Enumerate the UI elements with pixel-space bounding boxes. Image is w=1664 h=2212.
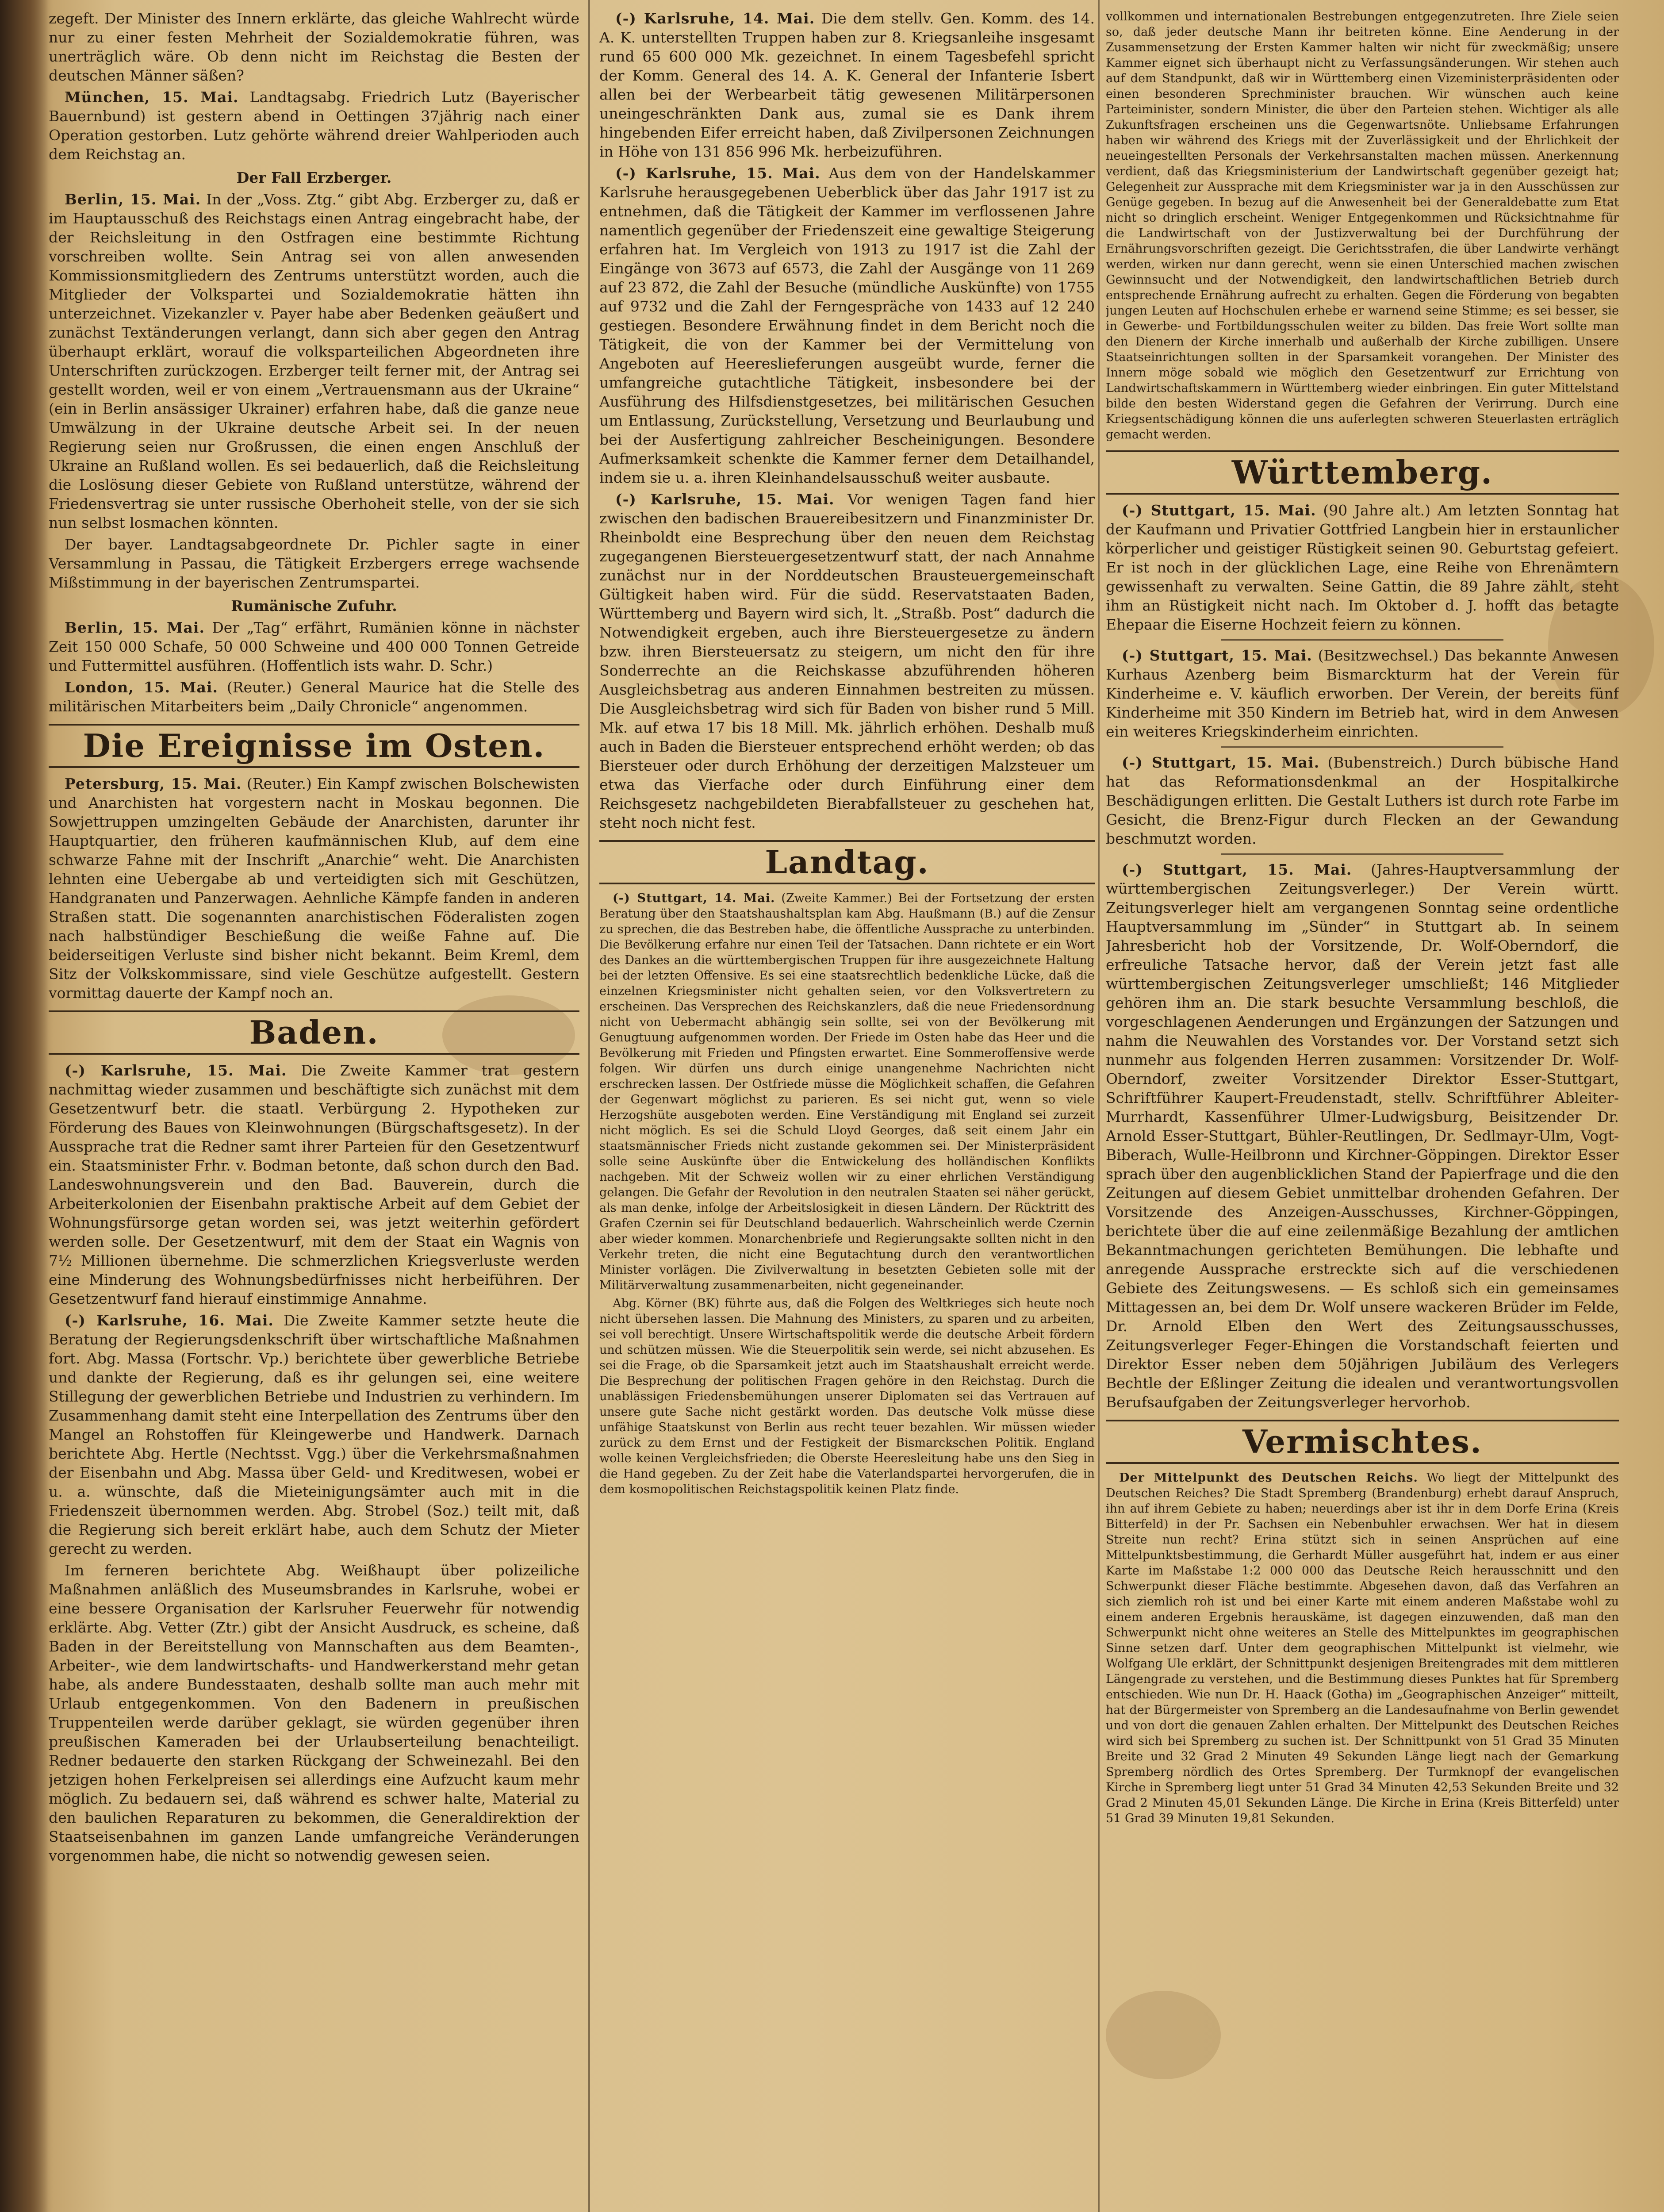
column-3 [1106,9,1619,2212]
column-2 [599,9,1095,2212]
article-landtag [599,891,1095,1293]
dateline: (-) Stuttgart, 14. Mai. [613,891,775,905]
dateline: London, 15. Mai. [65,679,218,696]
subheading-rumaenien: Rumänische Zufuhr. [231,597,397,614]
article-text: Aus dem von der Handelskammer Karlsruhe herausgegebenen Ueberblick über das Jahr 1917 ist zu entnehmen, daß die Tätigkeit der Kammer im verflossenen Jahre namentlich gegenüber der Friedenszeit eine gewaltige Steigerung erfahren hat. Im Vergleich von 1913 zu 1917 ist die Zahl der Eingänge von 3673 auf 6573, die Zahl der Ausgänge von 11 269 auf 23 872, die Zahl der Besuche (mündliche Auskünfte) von 1755 auf 9732 und die Zahl der Ferngespräche von 1433 auf 12 240 gestiegen. Besondere Erwähnung findet in dem Bericht noch die Tätigkeit, die von der Kammer bei der Vermittelung von Angeboten auf Heereslieferungen ausgeübt wurde, ferner die umfangreiche gutachtliche Tätigkeit, insbesondere bei der Ausführung des Hilfsdienstgesetzes, bei militärischen Gesuchen um Entlassung, Zurückstellung, Versetzung und Beurlaubung und bei der Ausfertigung zahlreicher Bescheinigungen. Besondere Aufmerksamkeit schenkte die Kammer ferner dem Detailhandel, indem sie u. a. ihren Kleinhandelsausschuß weiter ausbaute. [599,165,1095,486]
subheading-erzberger: Der Fall Erzberger. [236,169,392,186]
book-spine-shadow [0,0,49,2212]
dateline: München, 15. Mai. [65,88,239,106]
article-petersburg [49,774,579,1002]
article-text: Im ferneren berichtete Abg. Weißhaupt über polizeiliche Maßnahmen anläßlich des Museumsbrandes in Karlsruhe, wobei er eine bessere Organisation der Karlsruher Feuerwehr für notwendig erklärte. Abg. Vetter (Ztr.) gibt der Ansicht Ausdruck, es scheine, daß Baden in der Bereitstellung von Mannschaften aus dem Beamten-, Arbeiter-, wie dem landwirtschafts- und Handwerkerstand mehr getan habe, als andere Bundesstaaten, deshalb sollte man auch mehr mit Urlaub entgegenkommen. Von den Badenern in preußischen Truppenteilen werde darüber geklagt, sie würden gegenüber ihren preußischen Kameraden bei der Urlaubserteilung benachteiligt. Redner bedauerte den starken Rückgang der Schweinezahl. Bei den jetzigen hohen Ferkelpreisen sei allerdings eine Aufzucht kaum mehr möglich. Zu bedauern sei, daß während es schwer halte, Material zu den baulichen Reparaturen zu bekommen, die Generaldirektion der Staatseisenbahnen im ganzen Lande umfangreiche Veränderungen vorgenommen habe, die nicht so notwendig gewesen seien. [49,1562,579,1864]
section-heading-vermischtes: Vermischtes. [1106,1420,1619,1464]
separator [1221,639,1503,641]
dateline: (-) Stuttgart, 15. Mai. [1122,861,1352,878]
article-stuttgart-4 [1106,860,1619,1412]
article-karlsruhe-2 [49,1311,579,1558]
article-text: zegeft. Der Minister des Innern erklärte, das gleiche Wahlrecht würde nur zu einer festen Mehrheit der Sozialdemokratie führen, was unerträglich wäre. Ob denn nicht im Reichstag die Besten der deutschen Männer säßen? [49,10,579,84]
article-text: (Zweite Kammer.) Bei der Fortsetzung der ersten Beratung über den Staatshaushaltsplan kam Abg. Haußmann (B.) auf die Zensur zu sprechen, die das Bestreben habe, die öffentliche Aussprache zu unterbinden. Die Bevölkerung erfahre nur einen Teil der Tatsachen. Dann richtete er ein Wort des Dankes an die württembergischen Truppen für ihre ausgezeichnete Haltung bei der letzten Offensive. Es sei eine staatsrechtlich bedenkliche Lücke, daß die einzelnen Kriegsminister nicht gehalten seien, vor den Volksvertretern zu erscheinen. Das Versprechen des Reichskanzlers, daß die neue Friedensordnung nicht von Uebermacht abhängig sein sollte, sei von der Bevölkerung mit Genugtuung aufgenommen worden. Der Friede im Osten habe das Heer und die Bevölkerung mit Frieden und Pfingsten erwartet. Eine Sommeroffensive werde folgen. Wir dürfen uns durch einige unangenehme Nachrichten nicht erschrecken lassen. Der Ostfriede müsse die Möglichkeit schaffen, die Gefahren der Gegenwart möglichst zu parieren. Es sei nicht gut, wenn so viele Herzogshüte ausgeboten werden. Eine Verständigung mit England sei zurzeit nicht möglich. Es sei die Schuld Lloyd Georges, daß seit einem Jahr ein staatsmännischer Frieds nicht zustande gekommen sei. Der Ministerpräsident solle seine Auskünfte über die Entwickelung des holländischen Konflikts nachgeben. Mit der Schweiz wollen wir zu einer ehrlichen Verständigung gelangen. Die Gefahr der Revolution in den neutralen Staaten sei näher gerückt, als man denke, infolge der Arbeitslosigkeit in diesen Ländern. Der Rücktritt des Grafen Czernin sei für Deutschland bedauerlich. Wahrscheinlich werde Czernin aber wieder kommen. Monarchenbriefe und Regierungsakte sollten nicht in den Verkehr treten, die nicht eine Begutachtung durch den verantwortlichen Minister vorlägen. Die Zivilverwaltung in besetzten Gebieten solle mit der Militärverwaltung zusammenarbeiten, nicht gegeneinander. [599,891,1095,1292]
section-heading-wuerttemberg: Württemberg. [1106,450,1619,495]
article-text: Abg. Körner (BK) führte aus, daß die Folgen des Weltkrieges sich heute noch nicht übersehen lassen. Die Mahnung des Ministers, zu sparen und zu arbeiten, sei voll berechtigt. Unsere Wirtschaftspolitik werde die deutsche Arbeit fördern und schützen müssen. Wie die Steuerpolitik sein werde, sei nicht abzusehen. Es sei die Frage, ob die Sparsamkeit jetzt auch im Staatshaushalt erreicht werde. Die Besprechung der politischen Fragen gehöre in den Reichstag. Durch die unablässigen Friedensbemühungen unserer Diplomaten sei das Vertrauen auf unsere gute Sache nicht gestärkt worden. Das deutsche Volk müsse diese unfähige Staatskunst von Berlin aus recht teuer bezahlen. Wir müssen wieder zurück zu dem Ernst und der Festigkeit der Bismarckschen Politik. England wolle keinen Vergleichsfrieden; die Oberste Heeresleitung habe uns den Sieg in die Hand gegeben. Zu der Zeit habe die Vaterlandspartei hervorgerufen, die in dem kosmopolitischen Reichstagspolitik keinen Platz finde. [599,1297,1095,1496]
article-text: (90 Jahre alt.) Am letzten Sonntag hat der Kaufmann und Privatier Gottfried Langbein hier in erstaunlicher körperlicher und geistiger Rüstigkeit seinen 90. Geburtstag gefeiert. Er ist noch in der glücklichen Lage, eine Reihe von Ehrenämtern gewissenhaft zu verwalten. Seine Gattin, die 89 Jahre zählt, steht ihm an Rüstigkeit nicht nach. Im Oktober d. J. hofft das betagte Ehepaar die Eiserne Hochzeit feiern zu können. [1106,502,1619,633]
article-text: In der „Voss. Ztg.“ gibt Abg. Erzberger zu, daß er im Hauptausschuß des Reichstags einen Antrag eingebracht habe, der der Reichsleitung in den Ostfragen eine bestimmte Richtung vorschreiben wollte. Sein Antrag sei von allen anwesenden Kommissionsmitgliedern des Zentrums unterstützt worden, auch die Mitglieder der Volkspartei und Sozialdemokratie hätten ihn unterzeichnet. Vizekanzler v. Payer habe aber Bedenken geäußert und zunächst Textänderungen verlangt, dann sich aber gegen den Antrag überhaupt erklärt, worauf die volksparteilichen Abgeordneten ihre Unterschriften zurückzogen. Erzberger teilt ferner mit, der Antrag sei gestellt worden, weil er von einem „Vertrauensmann aus der Ukraine“ (ein in Berlin ansässiger Ukrainer) erfahren habe, daß die ganze neue Umwälzung in der Ukraine deutsche Arbeit sei. In der neuen Regierung seien nur Großrussen, die einen engen Anschluß der Ukraine an Rußland wollen. Es sei bedauerlich, daß die Reichsleitung die Loslösung dieser Gebiete von Rußland unterstütze, während der Friedensvertrag sie unter russische Oberhoheit stelle, von der sie sich nun selbst losmachen könnten. [49,191,579,531]
section-heading-baden: Baden. [49,1010,579,1055]
article-text: Wo liegt der Mittelpunkt des Deutschen Reiches? Die Stadt Spremberg (Brandenburg) erhebt darauf Anspruch, ihn auf ihrem Gebiete zu haben; neuerdings aber ist ihr in dem Dorfe Erina (Kreis Bitterfeld) in der Pr. Sachsen ein Nebenbuhler erwachsen. Wer hat in diesem Streite nun recht? Erina stützt sich in seinen Ansprüchen auf eine Mittelpunktsbestimmung, die Gerhardt Müller ausgeführt hat, indem er aus einer Karte im Maßstabe 1:2 000 000 das Deutsche Reich herausschnitt und den Schwerpunkt dieser Fläche bestimmte. Abgesehen davon, daß das Verfahren an sich ziemlich roh ist und bei einer Karte mit einem anderen Maßstabe wohl zu einem anderen Ergebnis herauskäme, ist dagegen einzuwenden, daß man den Schwerpunkt nicht ohne weiteres an Stelle des Mittelpunktes im geographischen Sinne setzen darf. Unter dem geographischen Mittelpunkt ist vielmehr, wie Wolfgang Ule erklärt, der Schnittpunkt desjenigen Breitengrades mit dem mittleren Längengrade zu verstehen, und die Bestimmung dieses Punktes hat für Spremberg entschieden. Wie nun Dr. H. Haack (Gotha) im „Geographischen Anzeiger“ mitteilt, hat der Bürgermeister von Spremberg an die Landesaufnahme von Berlin gewendet und von dort die genauen Zahlen erhalten. Der Mittelpunkt des Deutschen Reiches wird sich bei Spremberg zu suchen ist. Der Schnittpunkt von 51 Grad 35 Minuten Breite und 32 Grad 2 Minuten 49 Sekunden Länge liegt nach der Gemarkung Spremberg nördlich des Ortes Spremberg. Der Turmknopf der evangelischen Kirche in Spremberg liegt unter 51 Grad 34 Minuten 42,53 Sekunden Breite und 32 Grad 2 Minuten 45,01 Sekunden Länge. Die Kirche in Erina (Kreis Bitterfeld) unter 51 Grad 39 Minuten 19,81 Sekunden. [1106,1471,1619,1825]
article-text: Die Zweite Kammer trat gestern nachmittag wieder zusammen und beschäftigte sich zunächst mit dem Gesetzentwurf betr. die staatl. Verbürgung 2. Hypotheken zur Förderung des Baues von Kleinwohnungen (Bürgschaftsgesetz). In der Aussprache trat die Redner samt ihrer Parteien für den Gesetzentwurf ein. Staatsminister Frhr. v. Bodman betonte, daß schon durch den Bad. Landeswohnungsverein und den Bad. Bauverein, durch die Arbeiterkolonien der Eisenbahn praktische Arbeit auf dem Gebiet der Wohnungsfürsorge getan worden sei, was jetzt weiterhin gefördert werden solle. Der Gesetzentwurf, mit dem der Staat ein Wagnis von 7½ Millionen übernehme. Die schmerzlichen Kriegsverluste werden eine Minderung des Wohnungsbedürfnisses nicht herbeiführen. Der Gesetzentwurf fand hierauf einstimmige Annahme. [49,1062,579,1307]
article-text: (Reuter.) Ein Kampf zwischen Bolschewisten und Anarchisten hat vorgestern nacht in Moskau begonnen. Die Sowjettruppen umzingelten Gebäude der Anarchisten, darunter ihr Hauptquartier, den früheren kaufmännischen Klub, auf dem eine schwarze Fahne mit der Inschrift „Anarchie“ weht. Die Anarchisten lehnten eine Uebergabe ab und verteidigten sich mit Geschützen, Handgranaten und Panzerwagen. Aehnliche Kämpfe fanden in anderen Straßen statt. Die sogenannten anarchistischen Föderalisten zogen nach halbstündiger Beschießung die weiße Fahne auf. Die beiderseitigen Verluste sind bisher nicht bekannt. Beim Kreml, dem Sitz der Volkskommissare, sind viele Geschütze aufgestellt. Gestern vormittag dauerte der Kampf noch an. [49,775,579,1002]
dateline: Petersburg, 15. Mai. [65,775,242,792]
article-text: Die Zweite Kammer setzte heute die Beratung der Regierungsdenkschrift über wirtschaftliche Maßnahmen fort. Abg. Massa (Fortschr. Vp.) berichtete über gewerbliche Betriebe und dankte der Regierung, daß es ihr gelungen sei, eine weitere Stillegung der gewerblichen Betriebe und Industrien zu verhindern. Im Zusammenhang damit steht eine Interpellation des Zentrums über den Mangel an Rohstoffen für Kleingewerbe und Handwerk. Darnach berichtete Abg. Hertle (Nechtsst. Vgg.) über die Verkehrsmaßnahmen der Eisenbahn und Abg. Massa über Geld- und Kreditwesen, wobei er u. a. wünschte, daß die Mieteinigungsämter auch mit in die Friedenszeit übernommen werden. Abg. Strobel (Soz.) teilt mit, daß die Regierung sich bereit erklärt habe, auch dem Schutz der Mieter gerecht zu werden. [49,1312,579,1557]
article-text: Landtagsabg. Friedrich Lutz (Bayerischer Bauernbund) ist gestern abend in Oettingen 37jährig nach einer Operation gestorben. Lutz gehörte während dreier Wahlperioden auch dem Reichstag an. [49,88,579,163]
article-text: vollkommen und internationalen Bestrebungen entgegenzutreten. Ihre Ziele seien so, daß jeder deutsche Mann ihr beitreten könne. Eine Aenderung in der Zusammensetzung der Ersten Kammer halten wir nicht für zweckmäßig; unsere Kammer eignet sich überhaupt nicht zu Verfassungsänderungen. Wir stehen auch auf dem Standpunkt, daß wir in Württemberg einen Vizeministerpräsidenten oder einen besonderen Sprechminister brauchen. Wir wünschen auch keine Parteiminister, sondern Minister, die über den Parteien stehen. Wichtiger als alle Zukunftsfragen erscheinen uns die Gegenwartsnöte. Unliebsame Erfahrungen haben wir während des Kriegs mit der Zuverlässigkeit und der Ehrlichkeit der neueingestellten Personals der Verkehrsanstalten machen müssen. Anerkennung verdient, daß das Kriegsministerium der Landwirtschaft gegenüber gezeigt hat; Gelegenheit zur Aussprache mit dem Kriegsminister war ja in den Ausschüssen zur Genüge gegeben. In bezug auf die Anwesenheit bei der Generaldebatte zum Etat nicht so dringlich erscheint. Weniger Entgegenkommen und Rücksichtnahme für die Landwirtschaft von der Justizverwaltung bei der Durchführung der Ernährungsvorschriften gezeigt. Die Gerichtsstrafen, die über Landwirte verhängt werden, wirken nur dann gerecht, wenn sie einen Unterschied machen zwischen Gewinnsucht und der Notwendigkeit, den landwirtschaftlichen Betrieb durch entsprechende Ernährung aufrecht zu erhalten. Gegen die Förderung von begabten jungen Leuten auf Hochschulen erhebe er warnend seine Stimme; es sei besser, sie in Gewerbe- und Fortbildungsschulen weiter zu bilden. Das freie Wort sollte man den Dienern der Kirche innerhalb und außerhalb der Kirche zubilligen. Unsere Staatseinrichtungen sollten in der Sparsamkeit vorangehen. Der Minister des Innern möge sobald wie möglich den Gesetzentwurf zur Errichtung von Landwirtschaftskammern in Württemberg wieder einbringen. Ein guter Mittelstand bilde den besten Widerstand gegen die Gefahren der Verirrung. Durch eine Kriegsentschädigung können die uns auferlegten schweren Steuerlasten erträglich gemacht werden. [1106,10,1619,442]
article-text: Der „Tag“ erfährt, Rumänien könne in nächster Zeit 150 000 Schafe, 50 000 Schweine und 400 000 Tonnen Getreide und Futtermittel ausführen. (Hoffentlich ists wahr. D. Schr.) [49,619,579,674]
dateline: (-) Stuttgart, 15. Mai. [1122,754,1320,771]
dateline: Berlin, 15. Mai. [65,619,205,636]
separator [1221,746,1503,748]
article-title: Der Mittelpunkt des Deutschen Reichs. [1119,1471,1418,1485]
article-mittelpunkt [1106,1470,1619,1826]
column-1 [49,9,579,2212]
article-london [49,678,579,716]
dateline: (-) Karlsruhe, 15. Mai. [65,1062,287,1079]
dateline: (-) Stuttgart, 15. Mai. [1122,502,1316,519]
section-heading-landtag: Landtag. [599,840,1095,884]
landtag-report [599,891,1095,1497]
dateline: (-) Stuttgart, 15. Mai. [1122,647,1312,664]
dateline: (-) Karlsruhe, 15. Mai. [615,165,820,182]
article-erzberger [49,190,579,532]
article-rumaenien [49,618,579,675]
dateline: (-) Karlsruhe, 16. Mai. [65,1312,274,1329]
column-rule [1098,0,1100,2212]
dateline: Berlin, 15. Mai. [65,191,201,208]
dateline: (-) Karlsruhe, 15. Mai. [615,491,835,508]
article-muenchen [49,88,579,164]
article-karlsruhe-5 [599,490,1095,832]
column-rule [588,0,590,2212]
article-karlsruhe-1 [49,1061,579,1308]
article-stuttgart-1 [1106,501,1619,634]
landtag-report-continued [1106,9,1619,442]
article-stuttgart-3 [1106,753,1619,848]
article-text: Die dem stellv. Gen. Komm. des 14. A. K. unterstellten Truppen haben zur 8. Kriegsanleihe insgesamt rund 65 600 000 Mk. gezeichnet. In einem Tagesbefehl spricht der Komm. General des 14. A. K. General der Infanterie Isbert allen bei der Werbearbeit tätig gewesenen Militärpersonen uneingeschränkten Dank aus, zumal sie es Dank ihrem hingebenden Eifer erreicht haben, daß Zivilpersonen Zeichnungen in Höhe von 131 856 996 Mk. herbeizuführen. [599,10,1095,160]
separator [1221,853,1503,855]
article-karlsruhe-3 [599,9,1095,161]
vermischtes-article [1106,1470,1619,1826]
article-text: Vor wenigen Tagen fand hier zwischen den badischen Brauereibesitzern und Finanzminister Dr. Rheinboldt eine Besprechung über den neuen dem Reichstag zugegangenen Biersteuergesetzentwurf statt, der nach Annahme zunächst nur in der Norddeutschen Brausteuergemeinschaft Gültigkeit haben wird. Für die südd. Reservatstaaten Baden, Württemberg und Bayern wird sich, lt. „Straßb. Post“ dadurch die Notwendigkeit ergeben, auch ihre Biersteuergesetze zu ändern bzw. ihren Biersteuersatz zu steigern, um nicht den für ihre Sonderrechte an die Reichskasse abzuführenden höheren Ausgleichsbetrag aus anderen Einnahmen bestreiten zu müssen. Die Ausgleichsbetrag wird sich für Baden von bisher rund 5 Mill. Mk. auf etwa 17 bis 18 Mill. Mk. jährlich erhöhen. Deshalb muß auch in Baden die Biersteuer entsprechend erhöht werden; ob das Biersteuer oder durch Erhöhung der derzeitigen Malzsteuer um etwa das Vierfache oder durch Einführung einer dem Reichsgesetz nachgebildeten Bierabfallsteuer zu geschehen hat, steht noch nicht fest. [599,491,1095,831]
article-karlsruhe-4 [599,164,1095,487]
article-text: (Jahres-Hauptversammlung der württembergischen Zeitungsverleger.) Der Verein württ. Zeitungsverleger hielt am vergangenen Sonntag seine ordentliche Hauptversammlung im „Sünder“ in Stuttgart ab. In seinem Jahresbericht hob der Vorsitzende, Dr. Wolf-Oberndorf, die erfreuliche Tatsache hervor, daß der Verein jetzt fast alle württembergischen Zeitungsverleger umschließt; 146 Mitglieder gehören ihm an. Die stark besuchte Versammlung beschloß, die vorgeschlagenen Aenderungen und Ergänzungen der Satzungen und nahm die Neuwahlen des Vorstandes vor. Der Vorstand setzt sich nunmehr aus folgenden Herren zusammen: Vorsitzender Dr. Wolf-Oberndorf, zweiter Vorsitzender Direktor Esser-Stuttgart, Schriftführer Kaupert-Freudenstadt, stellv. Schriftführer Ableiter-Murrhardt, Kassenführer Ulmer-Ludwigsburg, Beisitzender Dr. Arnold Esser-Stuttgart, Bühler-Reutlingen, Dr. Sedlmayr-Ulm, Vogt-Biberach, Wulle-Heilbronn und Kirchner-Göppingen. Direktor Esser sprach über den augenblicklichen Stand der Papierfrage und die den Zeitungen auf diesem Gebiet unmittelbar drohenden Gefahren. Der Vorsitzende des Anzeigen-Ausschusses, Kirchner-Göppingen, berichtete über die auf eine zeilenmäßige Bezahlung der amtlichen Bekanntmachungen gerichteten Bemühungen. Die lebhafte und anregende Aussprache erstreckte sich auf die verschiedenen Gebiete des Zeitungswesens. — Es schloß sich ein gemeinsames Mittagessen an, bei dem Dr. Wolf unsere wackeren Brüder im Felde, Dr. Arnold Elben den Wert des Zeitungsausschusses, Zeitungsverleger Feger-Ehingen die Vorstandschaft feierten und Direktor Esser neben dem 50jährigen Jubiläum des Verlegers Bechtle der Eßlinger Zeitung die idealen und verantwortungsvollen Berufsaufgaben der Zeitungsverleger hervorhob. [1106,861,1619,1411]
article-text: Der bayer. Landtagsabgeordnete Dr. Pichler sagte in einer Versammlung in Passau, die Tätigkeit Erzbergers errege wachsende Mißstimmung in der bayerischen Zentrumspartei. [49,536,579,591]
article-stuttgart-2 [1106,646,1619,741]
section-heading-osten: Die Ereignisse im Osten. [49,724,579,768]
article-text: (Besitzwechsel.) Das bekannte Anwesen Kurhaus Azenberg beim Bismarckturm hat der Verein für Kinderheime e. V. käuflich erworben. Der Verein, der bereits fünf Kinderheime mit 350 Kindern im Betrieb hat, wird in dem Anwesen ein weiteres Kriegskinderheim einrichten. [1106,647,1619,740]
article-text: (Bubenstreich.) Durch bübische Hand hat das Reformationsdenkmal an der Hospitalkirche Beschädigungen erlitten. Die Gestalt Luthers ist durch rote Farbe im Gesicht, die Brenz-Figur durch Flecken an der Gewandung beschmutzt worden. [1106,754,1619,847]
article-text: (Reuter.) General Maurice hat die Stelle des militärischen Mitarbeiters beim „Daily Chronicle“ angenommen. [49,679,579,715]
dateline: (-) Karlsruhe, 14. Mai. [615,10,815,27]
